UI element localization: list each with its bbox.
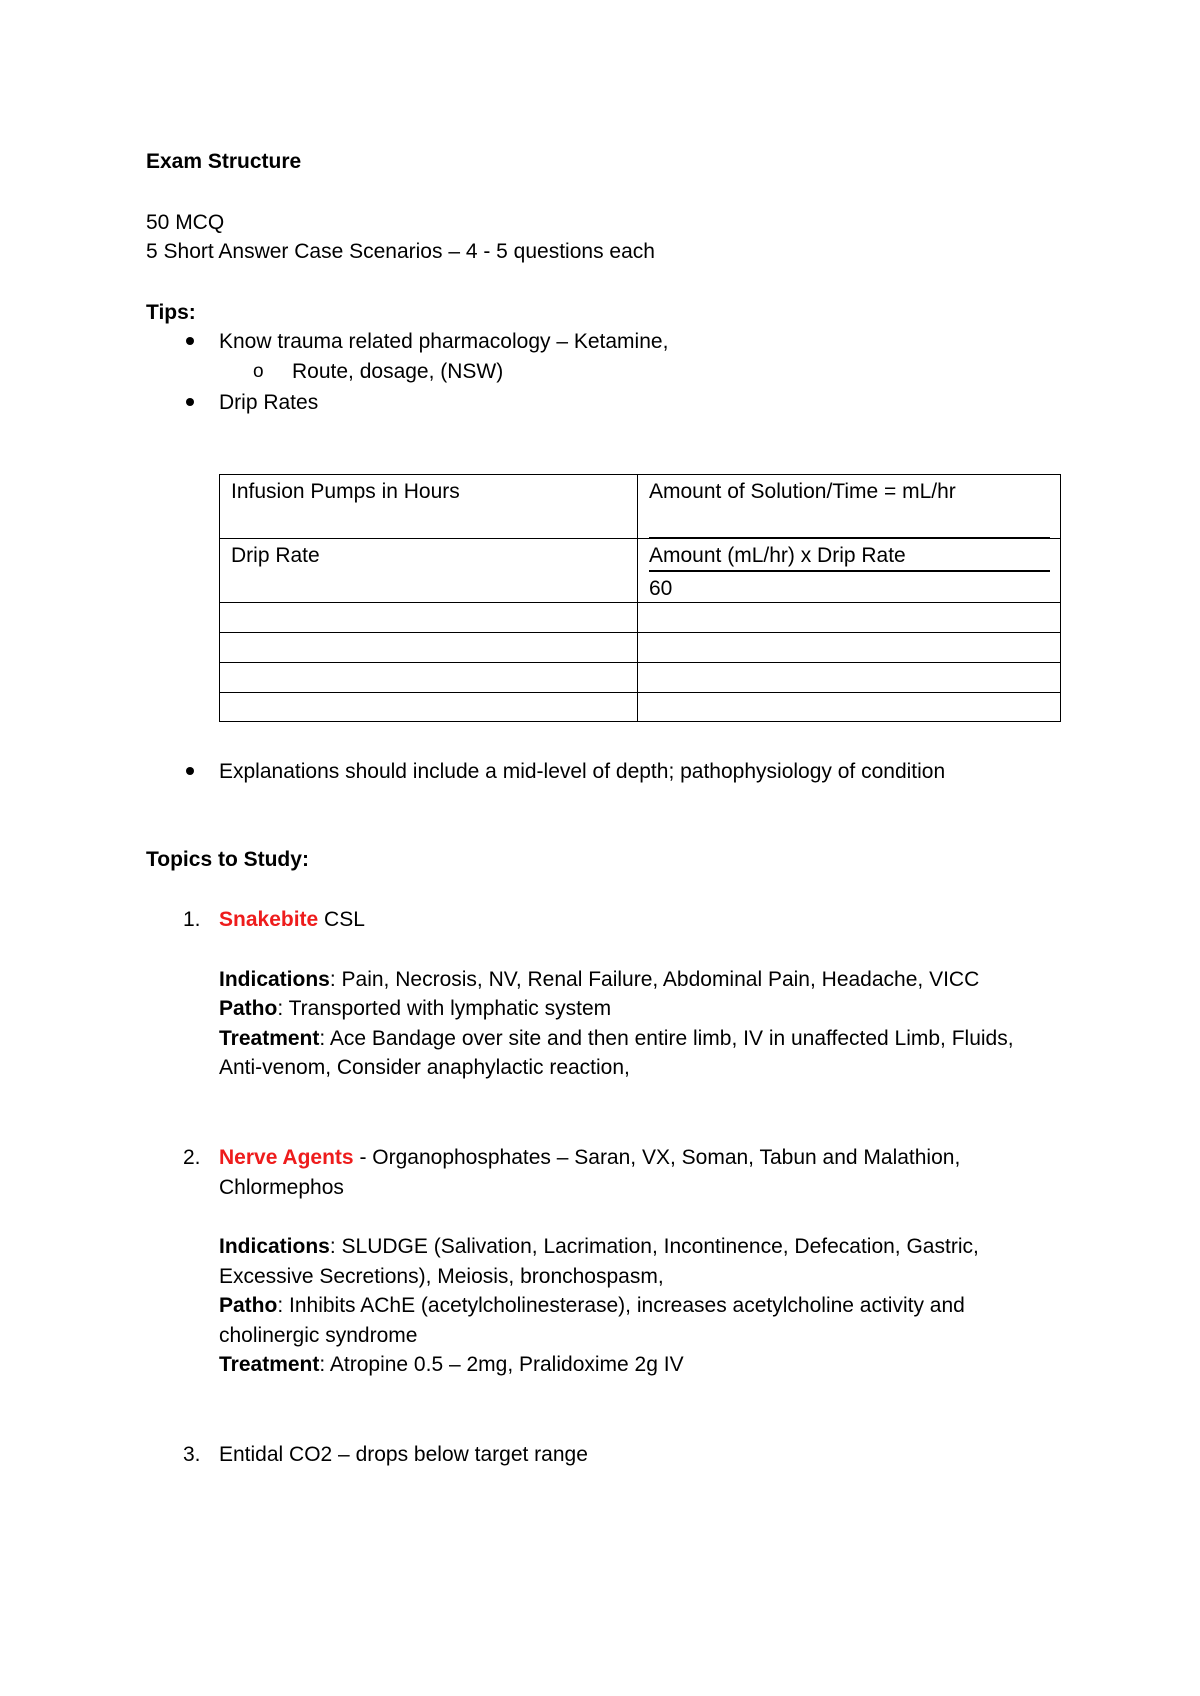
table-cell-empty [637, 662, 1061, 693]
tip-pharmacology: Know trauma related pharmacology – Ketamine, [219, 330, 669, 353]
text-patho: : Transported with lymphatic system [277, 997, 612, 1020]
tip-explanations: Explanations should include a mid-level of depth; pathophysiology of condition [219, 760, 946, 783]
topics-heading: Topics to Study: [146, 848, 309, 871]
text-treatment: : Ace Bandage over site and then entire limb, IV in unaffected Limb, Fluids, [319, 1027, 1014, 1050]
label-indications: Indications [219, 1235, 330, 1258]
nerve-agents-indications [219, 1236, 979, 1257]
table-cell-empty [219, 602, 638, 633]
nerve-agents-treatment [219, 1354, 684, 1375]
text-patho: : Inhibits AChE (acetylcholinesterase), increases acetylcholine activity and [277, 1294, 965, 1317]
cell-drip-rate: Drip Rate [231, 544, 320, 567]
text-indications: : Pain, Necrosis, NV, Renal Failure, Abdominal Pain, Headache, VICC [329, 968, 980, 991]
table-cell-empty [637, 602, 1061, 633]
snakebite-treatment [219, 1028, 1014, 1049]
list-number: 3. [183, 1443, 201, 1466]
exam-structure-line-short-answer: 5 Short Answer Case Scenarios – 4 - 5 questions each [146, 240, 655, 263]
cell-amount-solution-time: Amount of Solution/Time = mL/hr [649, 480, 956, 503]
table-cell-empty [219, 632, 638, 663]
cell-drip-rate-denominator: 60 [649, 577, 673, 600]
cell-drip-rate-numerator: Amount (mL/hr) x Drip Rate [649, 544, 906, 567]
bullet-icon [186, 337, 194, 345]
label-treatment: Treatment [219, 1353, 320, 1376]
snakebite-indications [219, 969, 979, 990]
label-patho: Patho [219, 997, 278, 1020]
nerve-agents-title-cont: Chlormephos [219, 1176, 344, 1199]
table-cell-empty [637, 692, 1061, 722]
topic-nerve-agents [219, 1147, 960, 1168]
label-indications: Indications [219, 968, 330, 991]
table-cell [219, 474, 638, 539]
table-cell-empty [219, 692, 638, 722]
topic-title-snakebite: Snakebite [219, 908, 319, 931]
topic-snakebite [219, 909, 365, 930]
nerve-agents-indications-cont: Excessive Secretions), Meiosis, bronchospasm, [219, 1265, 664, 1288]
nerve-agents-patho-cont: cholinergic syndrome [219, 1324, 418, 1347]
tips-heading: Tips: [146, 301, 196, 324]
topic-title-suffix: CSL [318, 908, 365, 931]
cell-infusion-pumps: Infusion Pumps in Hours [231, 480, 460, 503]
table-cell-empty [219, 662, 638, 693]
sub-bullet-icon: o [253, 361, 264, 382]
table-cell [637, 474, 1061, 539]
drip-rate-table [219, 474, 1061, 722]
table-cell-empty [637, 632, 1061, 663]
bullet-icon [186, 398, 194, 406]
table-cell [219, 538, 638, 603]
exam-structure-line-mcq: 50 MCQ [146, 211, 225, 234]
list-number: 1. [183, 908, 201, 931]
fraction-rule [649, 570, 1050, 572]
tip-drip-rates: Drip Rates [219, 391, 319, 414]
snakebite-patho [219, 998, 611, 1019]
bullet-icon [186, 767, 194, 775]
text-indications: : SLUDGE (Salivation, Lacrimation, Incontinence, Defecation, Gastric, [329, 1235, 979, 1258]
nerve-agents-patho [219, 1295, 965, 1316]
topic-title-nerve-agents: Nerve Agents [219, 1146, 354, 1169]
snakebite-treatment-cont: Anti-venom, Consider anaphylactic reaction, [219, 1056, 630, 1079]
text-treatment: : Atropine 0.5 – 2mg, Pralidoxime 2g IV [319, 1353, 684, 1376]
tip-route-dosage: Route, dosage, (NSW) [292, 360, 504, 383]
label-treatment: Treatment [219, 1027, 320, 1050]
list-number: 2. [183, 1146, 201, 1169]
topic-title-suffix: - Organophosphates – Saran, VX, Soman, Tabun and Malathion, [353, 1146, 961, 1169]
topic-entidal-co2: Entidal CO2 – drops below target range [219, 1443, 588, 1466]
label-patho: Patho [219, 1294, 278, 1317]
exam-structure-heading: Exam Structure [146, 150, 302, 173]
table-cell [637, 538, 1061, 603]
